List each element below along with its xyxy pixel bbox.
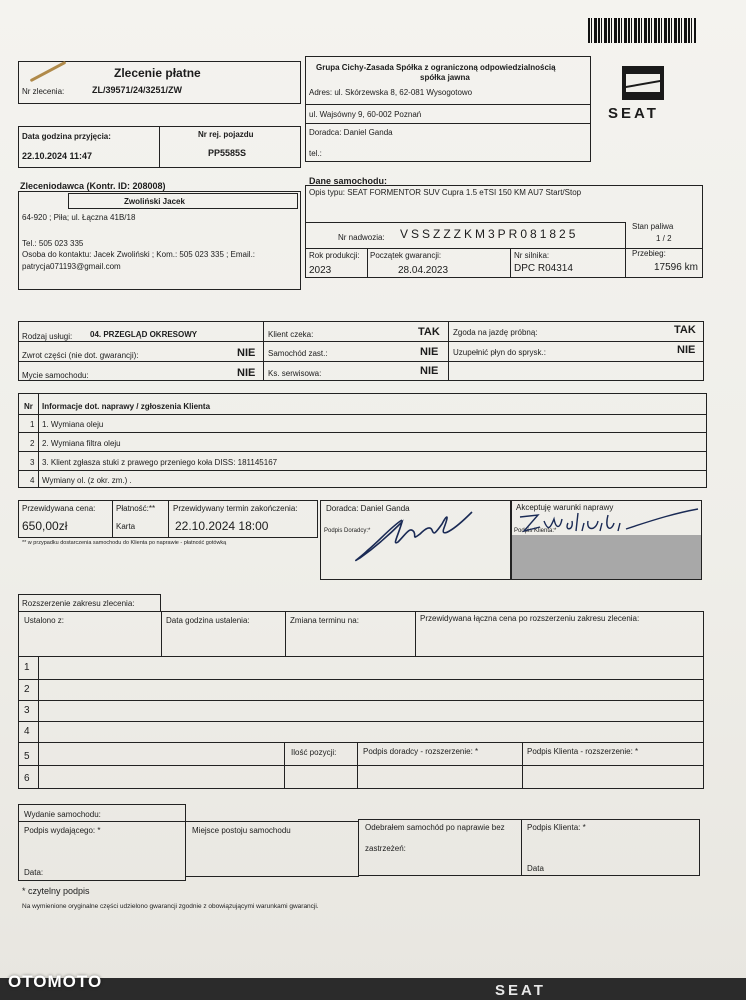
client-address: 64-920 ; Piła; ul. Łączna 41B/18 xyxy=(22,213,136,222)
advisor-signature-label: Podpis Doradcy:* xyxy=(324,528,371,534)
received-divider xyxy=(521,819,522,876)
service-type-value: 04. PRZEGLĄD OKRESOWY xyxy=(90,330,198,339)
extension-total-label: Przewidywana łączna cena po rozszerzeniu zakresu zlecenia: xyxy=(420,614,640,623)
legible-note: * czytelny podpis xyxy=(22,886,90,896)
term-value: 22.10.2024 18:00 xyxy=(175,519,269,533)
extension-date-label: Data godzina ustalenia: xyxy=(166,616,250,625)
test-drive-label: Zgoda na jazdę próbną: xyxy=(453,328,538,337)
seat-brand-text: SEAT xyxy=(608,105,659,122)
handover-date-label: Data: xyxy=(24,868,44,877)
vehicle-divider-1 xyxy=(305,222,625,223)
pricing-advisor: Doradca: Daniel Ganda xyxy=(326,504,410,513)
client-contact: Osoba do kontaktu: Jacek Zwoliński ; Kom.: 505 023 335 ; Email.: xyxy=(22,250,256,259)
client-tel: Tel.: 505 023 335 xyxy=(22,239,84,248)
fuel-value: 1 / 2 xyxy=(656,234,672,243)
extension-row-nr: 3 xyxy=(24,705,30,716)
repairs-col-nr: Nr xyxy=(24,402,33,411)
extension-row-nr: 6 xyxy=(24,773,30,784)
extension-row-line-3 xyxy=(18,721,704,722)
payment-value: Karta xyxy=(116,522,136,531)
vehicle-type: Opis typu: SEAT FORMENTOR SUV Cupra 1.5 eTSI 150 KM AU7 Start/Stop xyxy=(309,188,582,197)
repairs-row-line-3 xyxy=(18,451,707,452)
client-waits-label: Klient czeka: xyxy=(268,330,314,339)
vehicle-divider-v3 xyxy=(510,248,511,278)
dealer-name-1: Grupa Cichy-Zasada Spółka z ograniczoną odpowiedzialnością xyxy=(316,63,556,72)
received-line-1: Odebrałem samochód po naprawie bez xyxy=(365,823,505,832)
repairs-row-line-1 xyxy=(18,414,707,415)
replacement-car-label: Samochód zast.: xyxy=(268,349,328,358)
price-label: Przewidywana cena: xyxy=(22,504,96,513)
year-value: 2023 xyxy=(309,265,332,276)
extension-header: Rozszerzenie zakresu zlecenia: xyxy=(22,599,135,608)
extension-agreed-label: Ustalono z: xyxy=(24,616,65,625)
extension-qty-label: Ilość pozycji: xyxy=(291,748,337,757)
pricing-col-1 xyxy=(112,500,113,538)
warranty-value: 28.04.2023 xyxy=(398,265,449,276)
vin-value: VSSZZZKM3PR081825 xyxy=(400,227,579,241)
signature-shade xyxy=(512,535,701,579)
dealer-name-2: spółka jawna xyxy=(420,73,470,82)
repair-row-nr: 4 xyxy=(30,476,35,485)
repair-row-text: 3. Klient zgłasza stuki z prawego przeniego koła DISS: 181145167 xyxy=(42,458,278,467)
service-col-1 xyxy=(263,321,264,381)
extension-row-line-1 xyxy=(18,679,704,680)
parts-return-label: Zwrot części (nie dot. gwarancji): xyxy=(22,351,139,360)
repair-row-nr: 2 xyxy=(30,439,35,448)
bottom-strip xyxy=(0,978,746,1000)
payment-label: Płatność:** xyxy=(116,504,156,513)
service-row-1 xyxy=(18,341,704,342)
advisor-signature xyxy=(340,506,490,566)
reg-value: PP5585S xyxy=(208,148,247,158)
washer-label: Uzupełnić płyn do sprysk.: xyxy=(453,348,546,357)
otomoto-watermark: OTOMOTO xyxy=(8,972,103,991)
service-type-label: Rodzaj usługi: xyxy=(22,332,73,341)
repairs-row-line-4 xyxy=(18,470,707,471)
reg-label: Nr rej. pojazdu xyxy=(198,130,254,139)
order-number: ZL/39571/24/3251/ZW xyxy=(92,85,183,95)
accept-divider xyxy=(159,126,160,168)
repairs-row-line-2 xyxy=(18,432,707,433)
repair-row-text: 2. Wymiana filtra oleju xyxy=(42,439,121,448)
barcode xyxy=(588,18,696,43)
repair-row-text: Wymiany ol. (z okr. zm.) . xyxy=(42,476,132,485)
extension-col-nr xyxy=(38,656,39,789)
extension-col-c xyxy=(415,611,416,656)
parking-label: Miejsce postoju samochodu xyxy=(192,826,291,835)
accept-terms-label: Akceptuję warunki naprawy xyxy=(516,503,614,512)
extension-row-line-2 xyxy=(18,700,704,701)
repair-row-nr: 1 xyxy=(30,420,35,429)
test-drive-value: TAK xyxy=(674,324,696,336)
year-label: Rok produkcji: xyxy=(309,251,360,260)
washer-value: NIE xyxy=(677,344,696,356)
dealer-tel: tel.: xyxy=(309,149,322,158)
vin-label: Nr nadwozia: xyxy=(338,233,385,242)
wash-value: NIE xyxy=(237,367,256,379)
repairs-col-info: Informacje dot. naprawy / zgłoszenia Klienta xyxy=(42,402,211,411)
pricing-footnote: ** w przypadku dostarczenia samochodu do Klienta po naprawie - płatność gotówką xyxy=(22,540,227,546)
vehicle-divider-v1 xyxy=(625,222,626,278)
book-label: Ks. serwisowa: xyxy=(268,369,322,378)
extension-col-f xyxy=(522,742,523,789)
issuer-label: Podpis wydającego: * xyxy=(24,826,101,835)
wash-label: Mycie samochodu: xyxy=(22,371,89,380)
book-value: NIE xyxy=(420,365,439,377)
seat-logo-icon xyxy=(622,66,664,100)
mileage-label: Przebieg: xyxy=(632,249,666,258)
extension-col-b xyxy=(285,611,286,656)
handover-client-sig: Podpis Klienta: * xyxy=(527,823,586,832)
price-value: 650,00zł xyxy=(22,519,68,533)
handover-date2-label: Data xyxy=(527,864,544,873)
client-signature xyxy=(516,505,702,537)
seat-brand-bottom: SEAT xyxy=(495,982,546,999)
vehicle-divider-v2 xyxy=(367,248,368,278)
client-name: Zwoliński Jacek xyxy=(124,197,185,206)
warranty-note: Na wymienione oryginalne części udzielono gwarancji zgodnie z obowiązującymi warunkami gwarancji. xyxy=(22,903,319,910)
dealer-address-2: ul. Wajsówny 9, 60-002 Poznań xyxy=(309,110,422,119)
engine-value: DPC R04314 xyxy=(514,263,573,274)
received-line-2: zastrzeżeń: xyxy=(365,844,406,853)
extension-col-e xyxy=(357,742,358,789)
client-signature-label: Podpis Klienta:* xyxy=(514,528,557,534)
dealer-advisor: Doradca: Daniel Ganda xyxy=(309,128,393,137)
vehicle-header: Dane samochodu: xyxy=(309,176,388,186)
replacement-car-value: NIE xyxy=(420,346,439,358)
client-waits-value: TAK xyxy=(418,326,440,338)
service-col-2 xyxy=(448,321,449,381)
extension-client-sig: Podpis Klienta - rozszerzenie: * xyxy=(527,747,639,756)
order-title: Zlecenie płatne xyxy=(114,66,201,80)
service-row-2 xyxy=(18,361,704,362)
extension-row-nr: 2 xyxy=(24,684,30,695)
repair-row-nr: 3 xyxy=(30,458,35,467)
fuel-label: Stan paliwa xyxy=(632,222,674,231)
extension-term-label: Zmiana terminu na: xyxy=(290,616,359,625)
engine-label: Nr silnika: xyxy=(514,251,550,260)
client-email: patrycja071193@gmail.com xyxy=(22,262,121,271)
mileage-value: 17596 km xyxy=(654,262,698,273)
extension-row-nr: 4 xyxy=(24,726,30,737)
client-header: Zleceniodawca (Kontr. ID: 208008) xyxy=(20,181,166,191)
handover-header: Wydanie samochodu: xyxy=(24,810,101,819)
extension-row-line-4 xyxy=(18,742,704,743)
extension-col-d xyxy=(284,742,285,789)
repair-row-text: 1. Wymiana oleju xyxy=(42,420,104,429)
extension-advisor-sig: Podpis doradcy - rozszerzenie: * xyxy=(363,747,479,756)
repairs-col-line xyxy=(38,393,39,488)
term-label: Przewidywany termin zakończenia: xyxy=(173,504,298,513)
extension-row-line-5 xyxy=(18,765,704,766)
pricing-col-2 xyxy=(168,500,169,538)
extension-row-nr: 1 xyxy=(24,662,30,673)
extension-row-nr: 5 xyxy=(24,751,30,762)
accept-label: Data godzina przyjęcia: xyxy=(22,132,111,141)
accept-value: 22.10.2024 11:47 xyxy=(22,151,93,161)
parts-return-value: NIE xyxy=(237,347,256,359)
warranty-label: Początek gwarancji: xyxy=(370,251,442,260)
extension-row-line-0 xyxy=(18,656,704,657)
order-number-label: Nr zlecenia: xyxy=(22,87,65,96)
dealer-divider-1 xyxy=(305,104,591,105)
dealer-address-1: Adres: ul. Skórzewska 8, 62-081 Wysogotowo xyxy=(309,88,473,97)
dealer-divider-2 xyxy=(305,123,591,124)
extension-col-a xyxy=(161,611,162,656)
